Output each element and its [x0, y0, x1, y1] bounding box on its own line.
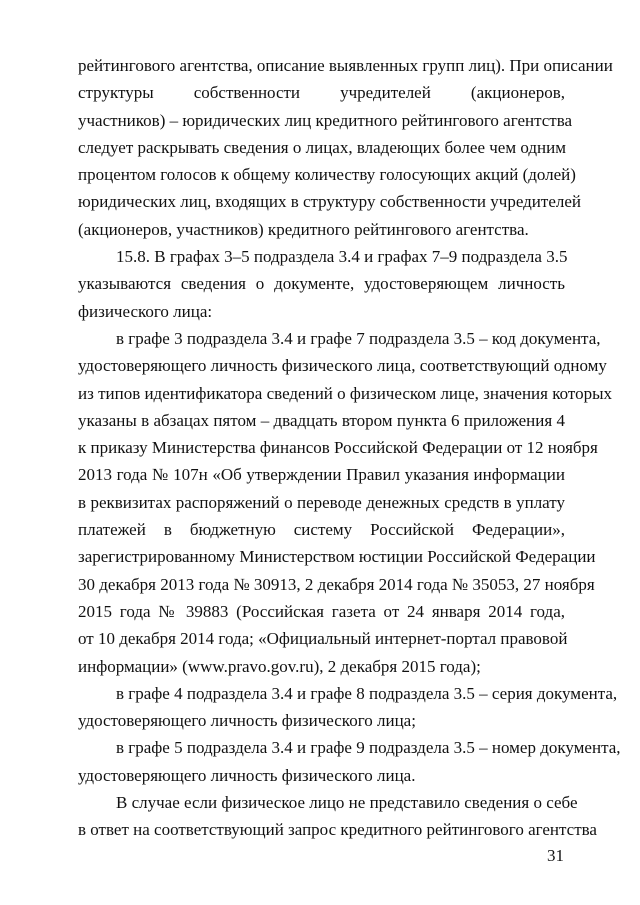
text-line: в ответ на соответствующий запрос кредитного рейтингового агентства — [78, 820, 597, 840]
text-line: в графе 3 подраздела 3.4 и графе 7 подраздела 3.5 – код документа, — [116, 328, 601, 348]
text-line: участников) – юридических лиц кредитного рейтингового агентства — [78, 110, 573, 130]
text-line: из типов идентификатора сведений о физическом лице, значения которых — [78, 383, 613, 403]
text-line: от 10 декабря 2014 года; «Официальный интернет-портал правовой — [78, 629, 568, 649]
text-line: 15.8. В графах 3–5 подраздела 3.4 и графах 7–9 подраздела 3.5 — [116, 247, 568, 267]
text-line: 30 декабря 2013 года № 30913, 2 декабря 2014 года № 35053, 27 ноября — [78, 574, 595, 594]
text-line: 2013 года № 107н «Об утверждении Правил указания информации — [78, 465, 565, 485]
body-text — [78, 52, 621, 844]
page-number: 31 — [547, 846, 564, 865]
text-line: (акционеров, участников) кредитного рейтингового агентства. — [78, 219, 529, 239]
text-line: рейтингового агентства, описание выявленных групп лиц). При описании — [78, 56, 613, 75]
text-line: структуры собственности учредителей (акционеров, — [78, 83, 565, 103]
text-line: В случае если физическое лицо не представило сведения о себе — [116, 793, 578, 813]
text-line: зарегистрированному Министерством юстиции Российской Федерации — [78, 547, 596, 567]
text-line: к приказу Министерства финансов Российской Федерации от 12 ноября — [78, 438, 598, 458]
text-line: удостоверяющего личность физического лица; — [78, 711, 416, 731]
text-line: 2015 года № 39883 (Российская газета от 24 января 2014 года, — [78, 601, 565, 621]
text-line: платежей в бюджетную систему Российской Федерации», — [78, 520, 565, 540]
text-line: в графе 5 подраздела 3.4 и графе 9 подраздела 3.5 – номер документа, — [116, 738, 621, 758]
text-line: информации» (www.pravo.gov.ru), 2 декабря 2015 года); — [78, 656, 481, 676]
text-line: юридических лиц, входящих в структуру собственности учредителей — [78, 192, 581, 212]
text-line: удостоверяющего личность физического лица. — [78, 765, 416, 785]
text-line: удостоверяющего личность физического лица, соответствующий одному — [78, 356, 607, 376]
text-line: физического лица: — [78, 301, 213, 321]
text-line: указываются сведения о документе, удостоверяющем личность — [78, 274, 565, 294]
text-line: указаны в абзацах пятом – двадцать втором пункта 6 приложения 4 — [78, 410, 565, 430]
text-line: следует раскрывать сведения о лицах, владеющих более чем одним — [78, 137, 566, 157]
text-line: в реквизитах распоряжений о переводе денежных средств в уплату — [78, 492, 565, 512]
text-line: процентом голосов к общему количеству голосующих акций (долей) — [78, 165, 576, 185]
text-line: в графе 4 подраздела 3.4 и графе 8 подраздела 3.5 – серия документа, — [116, 683, 618, 703]
